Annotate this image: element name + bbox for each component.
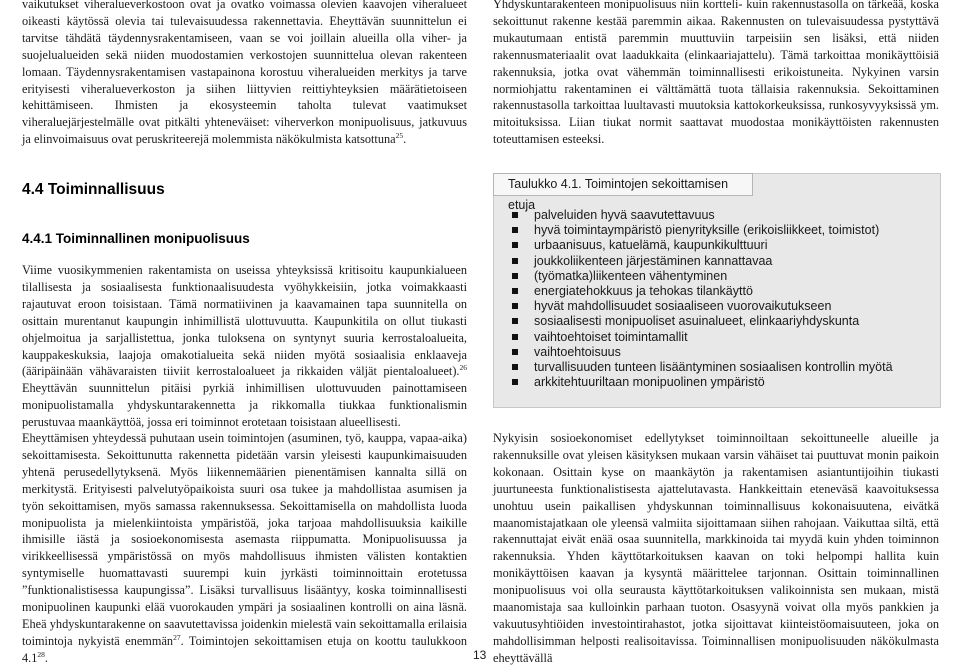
footnote-ref: 28 bbox=[37, 649, 45, 659]
footnote-ref: 27 bbox=[173, 632, 181, 642]
top-left-text: vaikutukset viheralueverkostoon ovat ja ovatko voimassa olevien kaavojen viheralueet oikeasti käytössä olevia tai tulevaisuudessa rakennettavia. Eheyttävän suunnittelun ei tarvitse tähdätä täydennysrakentamiseen, vaan se voi joillain alueilla olla viher- ja suojelualueiden sekä niiden muodostamien verkostojen suunnittelua olevan rakenteen lomaan. Täydennysrakentamisen vastapainona korostuu viheralueiden merkitys ja tarve erityisesti viheralueverkoston ja siihen liittyvien reittiyhteyksien määrätietoiseen kehittämiseen. Ihmisten ja ekosysteemin taholta tulevat vaatimukset viheraluejärjestelmälle ovat pitkälti yhteneväiset: viherverkon monipuolisuus, jatkuvuus ja elinvoimaisuus ovat peruskriteerejä molemmista näkökulmista katsottuna bbox=[22, 0, 467, 147]
page-number: 13 bbox=[473, 648, 487, 662]
mid-left-text-1: Viime vuosikymmenien rakentamista on useissa yhteyksissä kritisoitu kaupunkialueen tilallisesta ja sosiaalisesta funktionaalisuudesta vyöhykkeisiin, jotka voimakkaasti rajautuvat eroon toisistaan. Tämä normatiivinen ja kaavamainen tapa suunnitella on osittain murentanut kaupungin inhimillistä ulottuvuutta. Kaupunkitila on ollut tiukasti ohjelmoitua ja sarjallistettua, jonka tuloksena on syntynyt suuria kerrostaloalueita, kauppakeskuksia, laajoja omakotialueita sekä niiden myötä sosiaalisia enklaaveja (ääripäinään vähävaraisten tiiviit kerrostaloalueet ja rikkaiden väljät pientaloalueet). bbox=[22, 263, 467, 379]
subsection-heading: 4.4.1 Toiminnallinen monipuolisuus bbox=[22, 231, 250, 246]
bottom-left-text-1: Eheyttämisen yhteydessä puhutaan usein toimintojen (asuminen, työ, kauppa, vapaa-aika) sekoittamisesta. Sekoittunutta rakennetta pidetään varsin yleisesti kaupunkimaisuuden yhtenä perusedellytyksenä. Myös liikennemäärien pienentämisen kannalta sillä on merkitystä. Erityisesti palvelutyöpaikoista suuri osa tukee ja mahdollistaa asumisen ja työn sekoittamisen, myös samassa rakennuksessa. Sekoittamisella on mahdollista luoda monipuolista ja mielenkiintoista ympäristöä, joka tarjoaa mahdollisuuksia kaikille ihmisille iästä ja sosioekonomisesta asemasta riippumatta. Monipuolisuussa ja virikkeellisessä ympäristössä on myös mahdollisuus ihmisten välisten kontaktien syntymiselle huomattavasti suurempi kuin jyrkästi toiminnoittain erotetussa ”funktionalistisessa kaupungissa”. bbox=[22, 431, 467, 598]
list-item: urbaanisuus, katuelämä, kaupunkikulttuuri bbox=[512, 238, 893, 253]
top-right-paragraph bbox=[493, 0, 939, 148]
list-item: vaihtoehtoisuus bbox=[512, 345, 893, 360]
bottom-left-text-3: . Toimintojen sekoittamisen etuja on koottu taulukkoon 4.1 bbox=[22, 633, 468, 665]
mid-left-paragraph bbox=[22, 262, 467, 431]
top-left-paragraph bbox=[22, 0, 467, 148]
sentence-end: . bbox=[403, 132, 407, 147]
list-item: vaihtoehtoiset toimintamallit bbox=[512, 330, 893, 345]
sentence-end: . bbox=[44, 650, 48, 665]
top-right-text: Yhdyskuntarakenteen monipuolisuus niin kortteli- kuin rakennustasolla on tärkeää, koska sekoittunut rakenne kestää paremmin aikaa. Rakennusten on tulevaisuudessa pystyttävä mukautumaan entistä paremmin muuttuviin tarpeisiin sen lisäksi, että niiden rakennusmateriaalit ovat laadukkaita (elinkaariajattelu). Tämä tarkoittaa monikäyttöisiä rakennuksia, jotka ovat vähemmän toiminnallisesti erikoistuneita. Nykyinen varsin normiohjattu rakentaminen ei välttämättä tuota tällaisia rakennuksia. Sekoittaminen rakennustasolla tarkoittaa luultavasti muutoksia kattokorkeuksissa, runkosyvyyksissä ym. mitoituksissa. Liian tiukat normit saattavat muodostaa monikäyttöisten rakennusten toteuttamisen esteeksi. bbox=[493, 0, 939, 147]
footnote-ref: 25 bbox=[395, 131, 404, 141]
section-heading: 4.4 Toiminnallisuus bbox=[22, 181, 165, 198]
list-item: turvallisuuden tunteen lisääntyminen sosiaalisen kontrollin myötä bbox=[512, 360, 893, 375]
list-item: energiatehokkuus ja tehokas tilankäyttö bbox=[512, 284, 893, 299]
list-item: palveluiden hyvä saavutettavuus bbox=[512, 208, 893, 223]
bottom-right-paragraph bbox=[493, 430, 939, 667]
bottom-left-text-2: Lisäksi turvallisuus lisääntyy, koska toiminnallisesti monipuolinen kaupunki elää vuorokauden ympäri ja sosiaalinen kontrolli on aina läsnä. Eheä yhdyskuntarakenne on saavutettavissa joidenkin mielestä vain sekoittamalla erilaisia toimintoja nykyistä enemmän bbox=[22, 583, 467, 648]
list-item: (työmatka)liikenteen vähentyminen bbox=[512, 269, 893, 284]
mid-left-text-2: Eheyttävän suunnittelun pitäisi pyrkiä inhimillisen ulottuvuuden painottamiseen monipuolistamalla yhdyskuntarakennetta ja rikkomalla tiukkaa funktionalismin perustuvaa maankäyttöä, jossa eri toiminnot erotetaan toisistaan alueellisesti. bbox=[22, 381, 467, 430]
table-box bbox=[493, 173, 941, 408]
list-item: hyvä toimintaympäristö pienyrityksille (erikoisliikkeet, toimistot) bbox=[512, 223, 893, 238]
list-item: hyvät mahdollisuudet sosiaaliseen vuorovaikutukseen bbox=[512, 299, 893, 314]
bottom-right-text: Nykyisin sosioekonomiset edellytykset toiminnoiltaan sekoittuneelle alueille ja rakennuksille ovat yleisen käsityksen mukaan varsin vähäiset tai puuttuvat monin paikoin kokonaan. Osittain kyse on maankäytön ja rakentamisen asiantuntijoihin tiukasti juurtuneesta funktionalistisesta ajattelutavasta. Hankkeittain eteneväsä kaavoituksessa unohtuu usein paikallisen yhdyskunnan toiminnallisuus kokonaisuutena, eivätkä maanomistajatkaan ole yleensä valmiita sijoittamaan siihen rahojaan. Vaikuttaa siltä, että rakennuttajat eivät enää osaa suunnitella, markkinoida tai myydä kuin yhden toiminnon rakennuksia. Yhden käyttötarkoituksen kaavan on toki helpompi hallita kuin monikäyttöisen kaavan ja kysyntä määrittelee tarjonnan. Osittain toiminnallinen monipuolisuus voi olla seurausta käyttötarkoituksen valikoinnista sen mukaan, mistä maanomistaja saa kulloinkin parhaan tuoton. Osasyynä voivat olla myös pankkien ja vakuutusyhtiöiden investointirahastot, jotka sijoittavat kiinteistöomaisuuteen, joka on mahdollisimman helposti realisoitavissa. Toiminnallisen monipuolisuuden näkökulmasta eheyttävällä bbox=[493, 431, 939, 665]
list-item: sosiaalisesti monipuoliset asuinalueet, elinkaariyhdyskunta bbox=[512, 314, 893, 329]
list-item: joukkoliikenteen järjestäminen kannattavaa bbox=[512, 254, 893, 269]
list-item: arkkitehtuuriltaan monipuolinen ympäristö bbox=[512, 375, 893, 390]
bottom-left-paragraph bbox=[22, 430, 467, 667]
table-title: Taulukko 4.1. Toimintojen sekoittamisen etuja bbox=[493, 173, 753, 196]
footnote-ref: 26 bbox=[459, 363, 467, 373]
benefits-list bbox=[512, 208, 893, 390]
